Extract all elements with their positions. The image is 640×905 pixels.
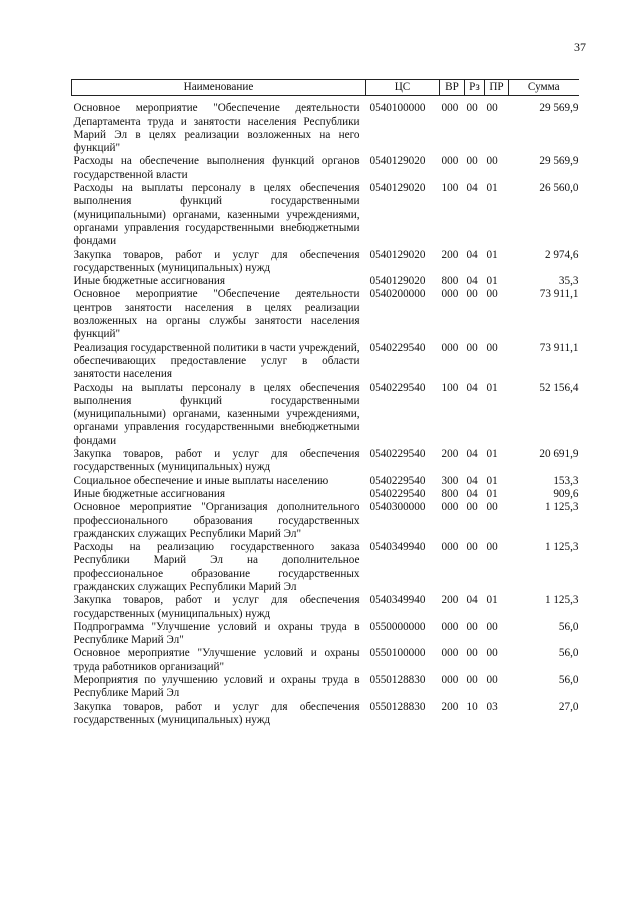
table-row xyxy=(72,501,579,541)
table-row xyxy=(72,621,579,648)
budget-table xyxy=(71,79,579,727)
cell-vr: 100 xyxy=(441,182,459,195)
table-row xyxy=(72,488,579,501)
cell-name: Реализация государственной политики в части учреждений, обеспечивающих предоставление услуг в области занятости населения xyxy=(73,341,360,381)
table-row xyxy=(72,382,579,448)
cell-name: Закупка товаров, работ и услуг для обеспечения государственных (муниципальных) нужд xyxy=(73,700,360,726)
cell-vr: 000 xyxy=(441,541,459,554)
cell-vr: 200 xyxy=(441,448,459,461)
cell-cs: 0540349940 xyxy=(369,541,426,554)
cell-sum: 909,6 xyxy=(553,487,579,500)
cell-vr: 200 xyxy=(441,594,459,607)
table-row xyxy=(72,96,579,156)
cell-rz: 04 xyxy=(466,448,478,461)
cell-pr: 00 xyxy=(486,288,498,301)
cell-pr: 01 xyxy=(486,448,498,461)
cell-vr: 200 xyxy=(441,248,459,261)
table-body xyxy=(72,96,579,727)
cell-name: Основное мероприятие "Обеспечение деятельности центров занятости населения в целях реализации возложенных на органы службы занятости населения функций" xyxy=(73,288,360,341)
cell-sum: 1 125,3 xyxy=(544,501,579,514)
cell-sum: 1 125,3 xyxy=(544,541,579,554)
cell-vr: 000 xyxy=(441,674,459,687)
cell-sum: 27,0 xyxy=(558,700,579,713)
cell-cs: 0540229540 xyxy=(369,381,426,394)
cell-vr: 000 xyxy=(441,288,459,301)
cell-cs: 0540300000 xyxy=(369,501,426,514)
table-row xyxy=(72,155,579,182)
page-number: 37 xyxy=(574,40,586,54)
cell-pr: 00 xyxy=(486,647,498,660)
cell-pr: 01 xyxy=(486,248,498,261)
cell-name: Расходы на обеспечение выполнения функций органов государственной власти xyxy=(73,155,360,181)
cell-vr: 800 xyxy=(441,275,459,288)
header-name: Наименование xyxy=(72,80,366,96)
cell-rz: 04 xyxy=(466,474,478,487)
cell-rz: 00 xyxy=(466,155,478,168)
cell-vr: 800 xyxy=(441,487,459,500)
cell-vr: 000 xyxy=(441,647,459,660)
table-row xyxy=(72,475,579,488)
cell-sum: 1 125,3 xyxy=(544,594,579,607)
cell-sum: 153,3 xyxy=(553,474,579,487)
table-row xyxy=(72,674,579,701)
cell-vr: 000 xyxy=(441,620,459,633)
cell-name: Основное мероприятие "Организация дополнительного профессионального образования государственных гражданских служащих Республики Марий Эл" xyxy=(73,501,360,540)
cell-pr: 00 xyxy=(486,155,498,168)
cell-vr: 000 xyxy=(441,341,459,354)
cell-pr: 01 xyxy=(486,487,498,500)
cell-sum: 56,0 xyxy=(558,647,579,660)
cell-rz: 04 xyxy=(466,248,478,261)
cell-sum: 56,0 xyxy=(558,674,579,687)
table-row xyxy=(72,275,579,288)
cell-sum: 20 691,9 xyxy=(539,448,579,461)
cell-rz: 04 xyxy=(466,182,478,195)
cell-name: Подпрограмма "Улучшение условий и охраны труда в Республике Марий Эл" xyxy=(73,620,360,647)
header-sum: Сумма xyxy=(509,80,579,96)
cell-name: Социальное обеспечение и иные выплаты населению xyxy=(73,474,329,487)
cell-pr: 01 xyxy=(486,275,498,288)
cell-rz: 00 xyxy=(466,620,478,633)
header-cs: ЦС xyxy=(366,80,440,96)
table-row xyxy=(72,541,579,594)
cell-rz: 04 xyxy=(466,594,478,607)
cell-vr: 100 xyxy=(441,381,459,394)
cell-name: Иные бюджетные ассигнования xyxy=(73,487,225,500)
cell-name: Расходы на выплаты персоналу в целях обеспечения выполнения функций государственными (муниципальными) органами, казенными учреждениями, органами управления государственными внебюджетными фондами xyxy=(73,381,360,447)
cell-rz: 00 xyxy=(466,541,478,554)
cell-rz: 04 xyxy=(466,381,478,394)
cell-vr: 000 xyxy=(441,102,459,115)
header-pr: ПР xyxy=(485,80,509,96)
cell-cs: 0540229540 xyxy=(369,487,426,500)
table-row xyxy=(72,701,579,728)
cell-vr: 300 xyxy=(441,474,459,487)
cell-name: Расходы на реализацию государственного заказа Республики Марий Эл на дополнительное профессиональное образование государственных гражданских служащих Республики Марий Эл xyxy=(73,541,360,593)
cell-pr: 00 xyxy=(486,501,498,514)
cell-rz: 04 xyxy=(466,275,478,288)
cell-pr: 01 xyxy=(486,381,498,394)
cell-pr: 01 xyxy=(486,474,498,487)
cell-sum: 29 569,9 xyxy=(539,102,579,115)
cell-cs: 0540129020 xyxy=(369,248,426,261)
cell-sum: 73 911,1 xyxy=(539,341,579,354)
cell-cs: 0550128830 xyxy=(369,700,426,713)
cell-cs: 0540129020 xyxy=(369,182,426,195)
cell-cs: 0540229540 xyxy=(369,448,426,461)
cell-pr: 00 xyxy=(486,102,498,115)
cell-sum: 35,3 xyxy=(558,275,579,288)
cell-name: Расходы на выплаты персоналу в целях обеспечения выполнения функций государственными (муниципальными) органами, казенными учреждениями, органами управления государственными внебюджетными фондами xyxy=(73,182,360,248)
cell-sum: 52 156,4 xyxy=(539,381,579,394)
cell-pr: 00 xyxy=(486,674,498,687)
cell-cs: 0550100000 xyxy=(369,647,426,660)
cell-vr: 000 xyxy=(441,501,459,514)
table-row xyxy=(72,594,579,621)
cell-cs: 0540129020 xyxy=(369,275,426,288)
table-row xyxy=(72,182,579,248)
cell-cs: 0540229540 xyxy=(369,341,426,354)
cell-sum: 56,0 xyxy=(558,620,579,633)
cell-pr: 03 xyxy=(486,700,498,713)
cell-rz: 00 xyxy=(466,674,478,687)
cell-vr: 200 xyxy=(441,700,459,713)
table-row xyxy=(72,647,579,674)
cell-pr: 00 xyxy=(486,541,498,554)
cell-sum: 29 569,9 xyxy=(539,155,579,168)
cell-name: Мероприятия по улучшению условий и охраны труда в Республике Марий Эл xyxy=(73,674,360,700)
cell-cs: 0540229540 xyxy=(369,474,426,487)
cell-name: Закупка товаров, работ и услуг для обеспечения государственных (муниципальных) нужд xyxy=(73,594,360,620)
cell-name: Основное мероприятие "Обеспечение деятельности Департамента труда и занятости населения Республики Марий Эл в целях реализации возложенных на него функций" xyxy=(73,102,360,155)
cell-name: Закупка товаров, работ и услуг для обеспечения государственных (муниципальных) нужд xyxy=(73,248,360,274)
cell-rz: 00 xyxy=(466,647,478,660)
table-header xyxy=(72,80,579,96)
header-vr: ВР xyxy=(440,80,465,96)
cell-cs: 0540200000 xyxy=(369,288,426,301)
cell-name: Иные бюджетные ассигнования xyxy=(73,275,225,288)
cell-cs: 0540349940 xyxy=(369,594,426,607)
cell-cs: 0550000000 xyxy=(369,620,426,633)
table-row xyxy=(72,448,579,475)
table-row xyxy=(72,249,579,276)
header-rz: Рз xyxy=(465,80,485,96)
table-row xyxy=(72,342,579,382)
cell-sum: 73 911,1 xyxy=(539,288,579,301)
cell-name: Основное мероприятие "Улучшение условий и охраны труда работников организаций" xyxy=(73,647,360,673)
cell-cs: 0540129020 xyxy=(369,155,426,168)
cell-cs: 0550128830 xyxy=(369,674,426,687)
cell-rz: 00 xyxy=(466,341,478,354)
cell-rz: 00 xyxy=(466,501,478,514)
cell-sum: 2 974,6 xyxy=(544,248,579,261)
cell-pr: 01 xyxy=(486,182,498,195)
cell-rz: 04 xyxy=(466,487,478,500)
cell-pr: 01 xyxy=(486,594,498,607)
cell-rz: 00 xyxy=(466,102,478,115)
cell-vr: 000 xyxy=(441,155,459,168)
cell-rz: 00 xyxy=(466,288,478,301)
cell-sum: 26 560,0 xyxy=(539,182,579,195)
cell-pr: 00 xyxy=(486,620,498,633)
cell-cs: 0540100000 xyxy=(369,102,426,115)
cell-rz: 10 xyxy=(466,700,478,713)
table-row xyxy=(72,288,579,341)
cell-pr: 00 xyxy=(486,341,498,354)
cell-name: Закупка товаров, работ и услуг для обеспечения государственных (муниципальных) нужд xyxy=(73,448,360,474)
